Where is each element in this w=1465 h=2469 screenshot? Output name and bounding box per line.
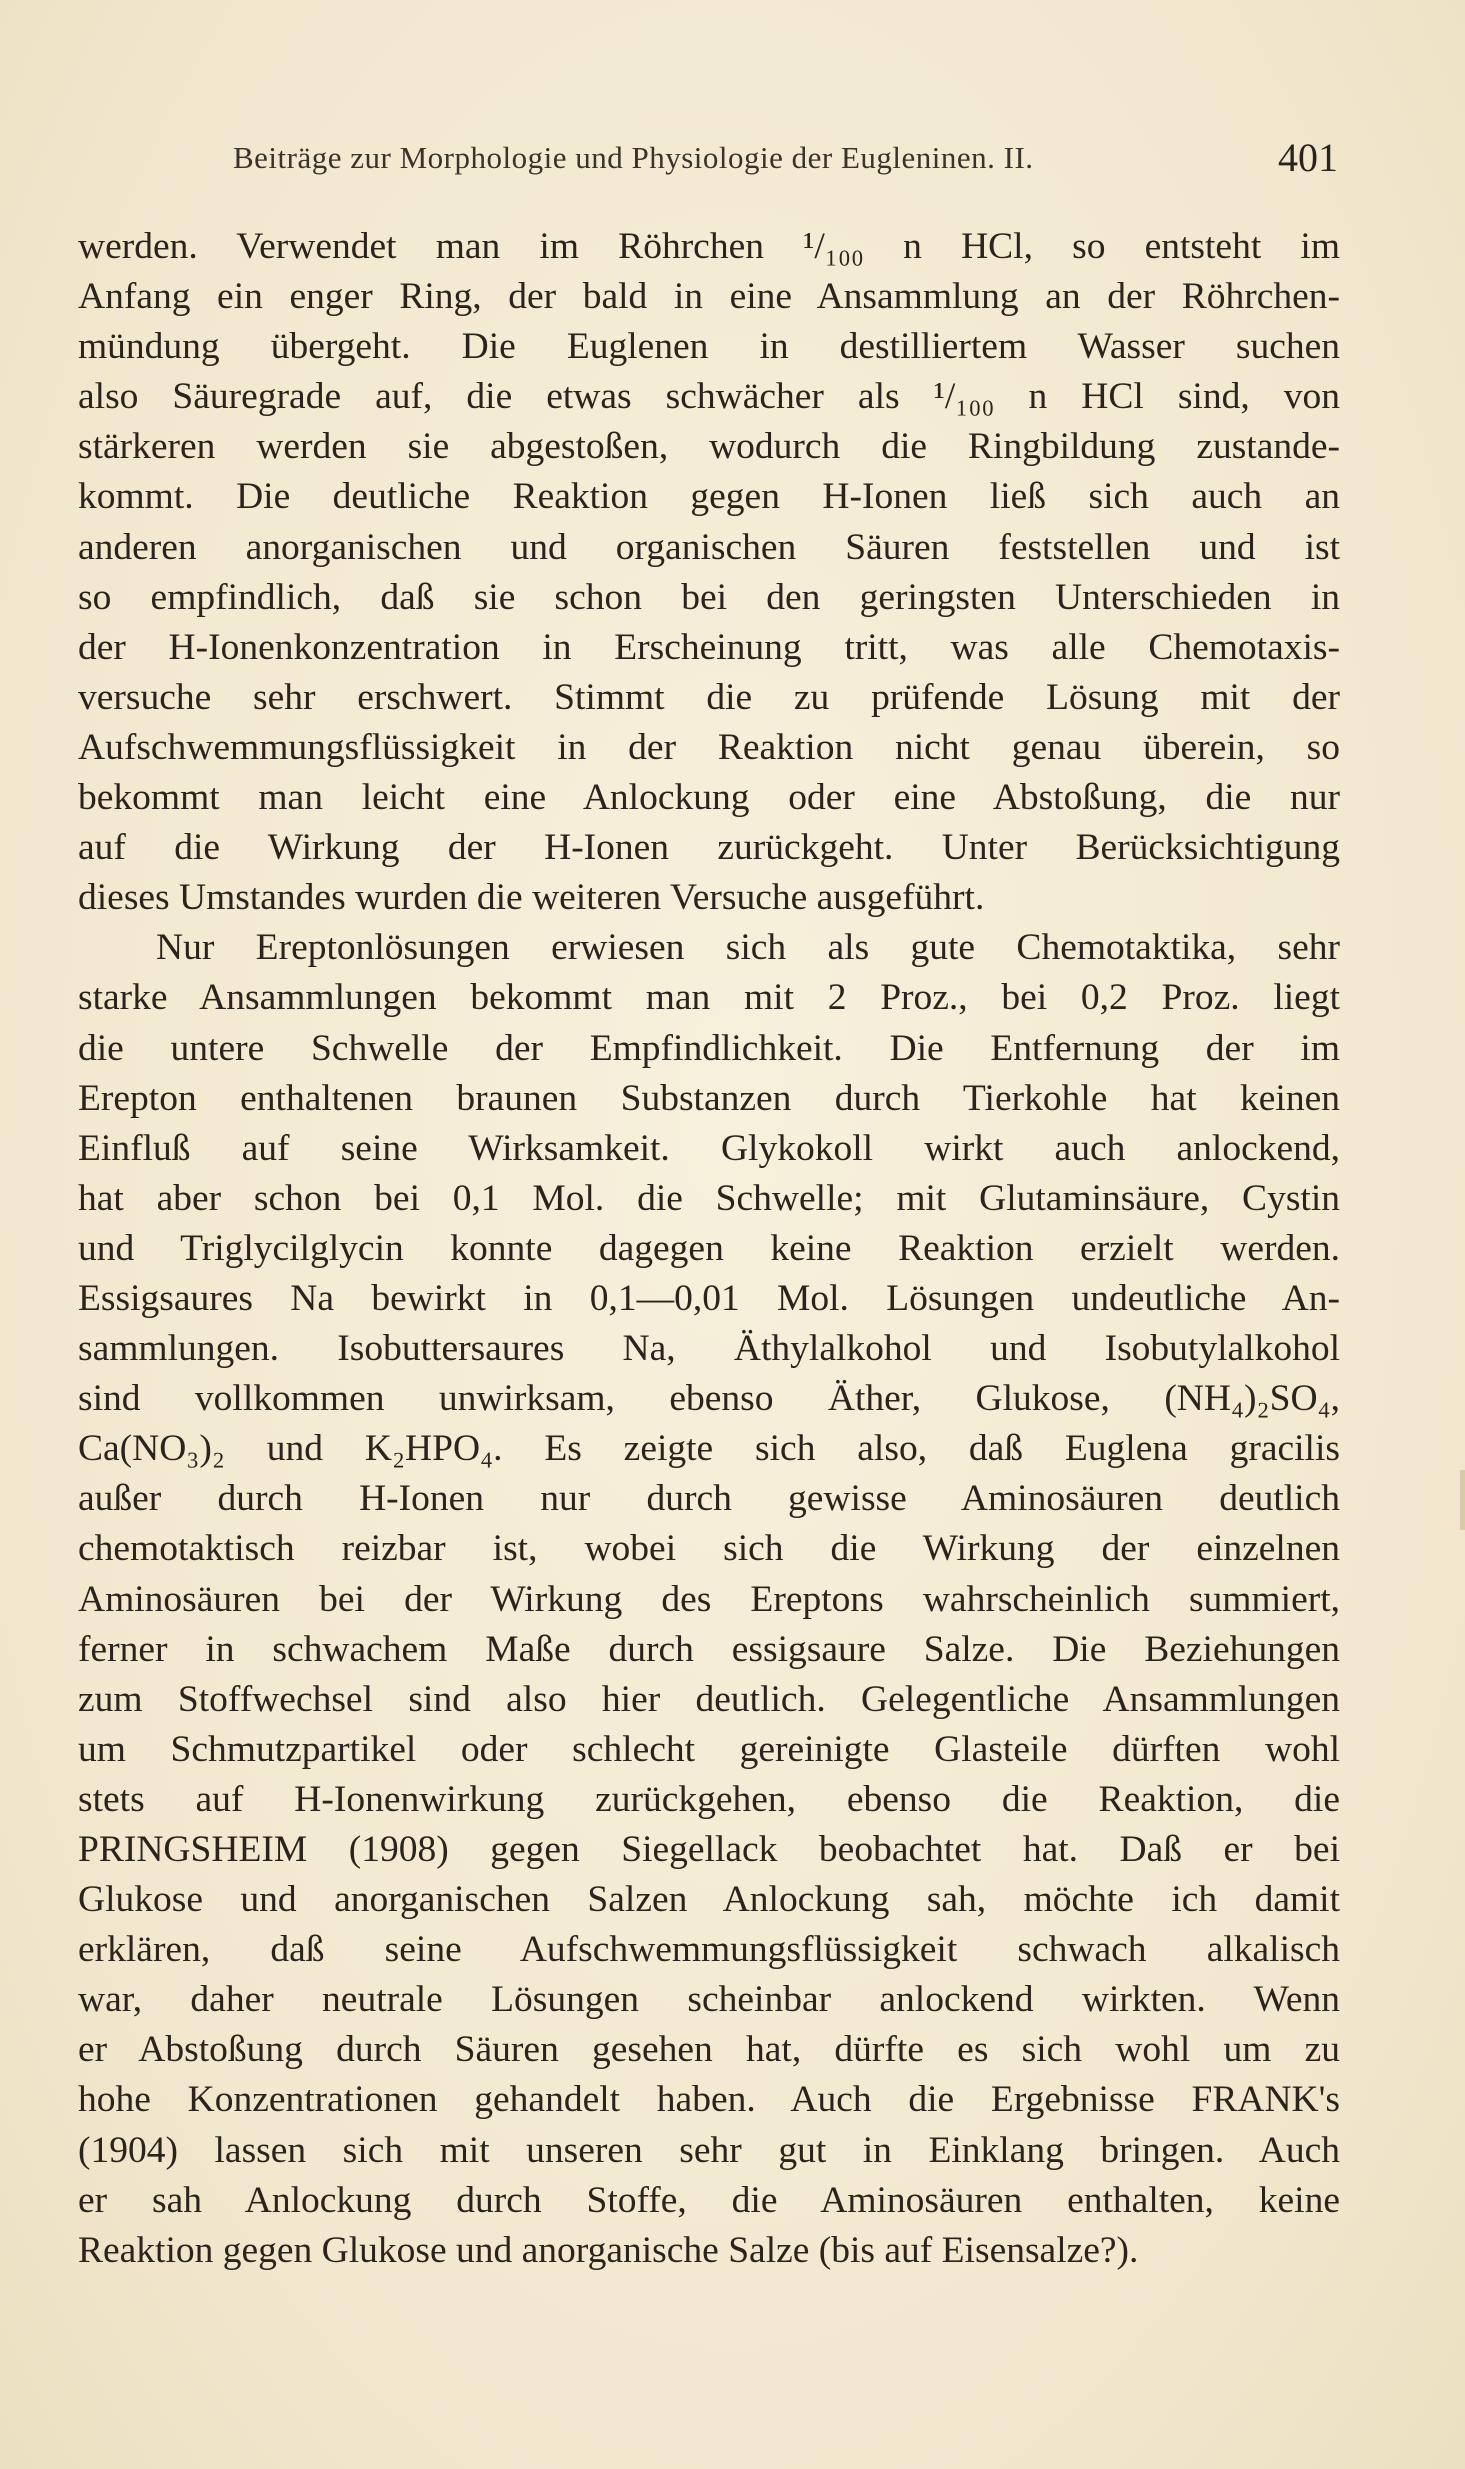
page-header: [78, 135, 1338, 180]
text-line: auf die Wirkung der H-Ionen zurückgeht. Unter Berücksichtigung: [78, 827, 1340, 869]
body-text: [78, 222, 1340, 2276]
text-line: die untere Schwelle der Empfindlichkeit. Die Entfernung der im: [78, 1027, 1340, 1069]
text-line: Ca(NO₃)₂ und K₂HPO₄. Es zeigte sich also, daß Euglena gracilis: [78, 1428, 1340, 1470]
text-line: versuche sehr erschwert. Stimmt die zu prüfende Lösung mit der: [78, 676, 1340, 718]
text-line: Anfang ein enger Ring, der bald in eine Ansammlung an der Röhrchen-: [78, 276, 1340, 318]
text-line: (1904) lassen sich mit unseren sehr gut in Einklang bringen. Auch: [78, 2129, 1340, 2171]
text-line: stets auf H-Ionenwirkung zurückgehen, ebenso die Reaktion, die: [78, 1778, 1340, 1820]
page-edge-shadow: [1460, 1470, 1465, 1530]
page-number: 401: [1278, 135, 1338, 180]
text-line: bekommt man leicht eine Anlockung oder eine Abstoßung, die nur: [78, 777, 1340, 819]
text-line: er sah Anlockung durch Stoffe, die Aminosäuren enthalten, keine: [78, 2179, 1340, 2221]
text-line: Nur Ereptonlösungen erwiesen sich als gute Chemotaktika, sehr: [156, 927, 1340, 969]
text-line: hat aber schon bei 0,1 Mol. die Schwelle; mit Glutaminsäure, Cystin: [78, 1177, 1340, 1219]
running-title: Beiträge zur Morphologie und Physiologie der Eugleninen. II.: [233, 140, 1034, 175]
text-line: Aminosäuren bei der Wirkung des Ereptons wahrscheinlich summiert,: [78, 1578, 1340, 1620]
text-line: starke Ansammlungen bekommt man mit 2 Proz., bei 0,2 Proz. liegt: [78, 977, 1340, 1019]
text-line: Reaktion gegen Glukose und anorganische Salze (bis auf Eisensalze?).: [78, 2229, 1139, 2271]
text-line: mündung übergeht. Die Euglenen in destilliertem Wasser suchen: [78, 326, 1340, 368]
text-line: zum Stoffwechsel sind also hier deutlich. Gelegentliche Ansammlungen: [78, 1678, 1340, 1720]
text-line: chemotaktisch reizbar ist, wobei sich die Wirkung der einzelnen: [78, 1528, 1340, 1570]
text-line: erklären, daß seine Aufschwemmungsflüssigkeit schwach alkalisch: [78, 1929, 1340, 1971]
text-line: Erepton enthaltenen braunen Substanzen durch Tierkohle hat keinen: [78, 1077, 1340, 1119]
text-line: ferner in schwachem Maße durch essigsaure Salze. Die Beziehungen: [78, 1628, 1340, 1670]
text-line: Aufschwemmungsflüssigkeit in der Reaktion nicht genau überein, so: [78, 726, 1340, 768]
text-line: PRINGSHEIM (1908) gegen Siegellack beobachtet hat. Daß er bei: [78, 1829, 1340, 1870]
text-line: er Abstoßung durch Säuren gesehen hat, dürfte es sich wohl um zu: [78, 2029, 1340, 2071]
text-line: kommt. Die deutliche Reaktion gegen H-Ionen ließ sich auch an: [78, 476, 1340, 518]
text-line: werden. Verwendet man im Röhrchen ¹/₁₀₀ n HCl, so entsteht im: [78, 226, 1340, 267]
text-line: außer durch H-Ionen nur durch gewisse Aminosäuren deutlich: [78, 1478, 1340, 1520]
text-line: um Schmutzpartikel oder schlecht gereinigte Glasteile dürften wohl: [78, 1728, 1340, 1770]
text-line: war, daher neutrale Lösungen scheinbar anlockend wirkten. Wenn: [78, 1979, 1340, 2021]
text-line: also Säuregrade auf, die etwas schwächer als ¹/₁₀₀ n HCl sind, von: [78, 376, 1340, 418]
text-line: sind vollkommen unwirksam, ebenso Äther, Glukose, (NH₄)₂SO₄,: [78, 1378, 1340, 1420]
text-line: Essigsaures Na bewirkt in 0,1—0,01 Mol. Lösungen undeutliche An-: [78, 1277, 1340, 1319]
text-line: der H-Ionenkonzentration in Erscheinung tritt, was alle Chemotaxis-: [78, 626, 1340, 668]
text-line: und Triglycilglycin konnte dagegen keine Reaktion erzielt werden.: [78, 1227, 1340, 1269]
text-line: so empfindlich, daß sie schon bei den geringsten Unterschieden in: [78, 576, 1340, 618]
text-line: dieses Umstandes wurden die weiteren Versuche ausgeführt.: [78, 877, 985, 919]
text-line: Einfluß auf seine Wirksamkeit. Glykokoll wirkt auch anlockend,: [78, 1127, 1340, 1169]
text-line: sammlungen. Isobuttersaures Na, Äthylalkohol und Isobutylalkohol: [78, 1328, 1340, 1370]
text-line: hohe Konzentrationen gehandelt haben. Auch die Ergebnisse FRANK's: [78, 2079, 1340, 2121]
text-line: anderen anorganischen und organischen Säuren feststellen und ist: [78, 526, 1340, 568]
text-line: Glukose und anorganischen Salzen Anlockung sah, möchte ich damit: [78, 1879, 1340, 1921]
text-line: stärkeren werden sie abgestoßen, wodurch die Ringbildung zustande-: [78, 426, 1340, 468]
